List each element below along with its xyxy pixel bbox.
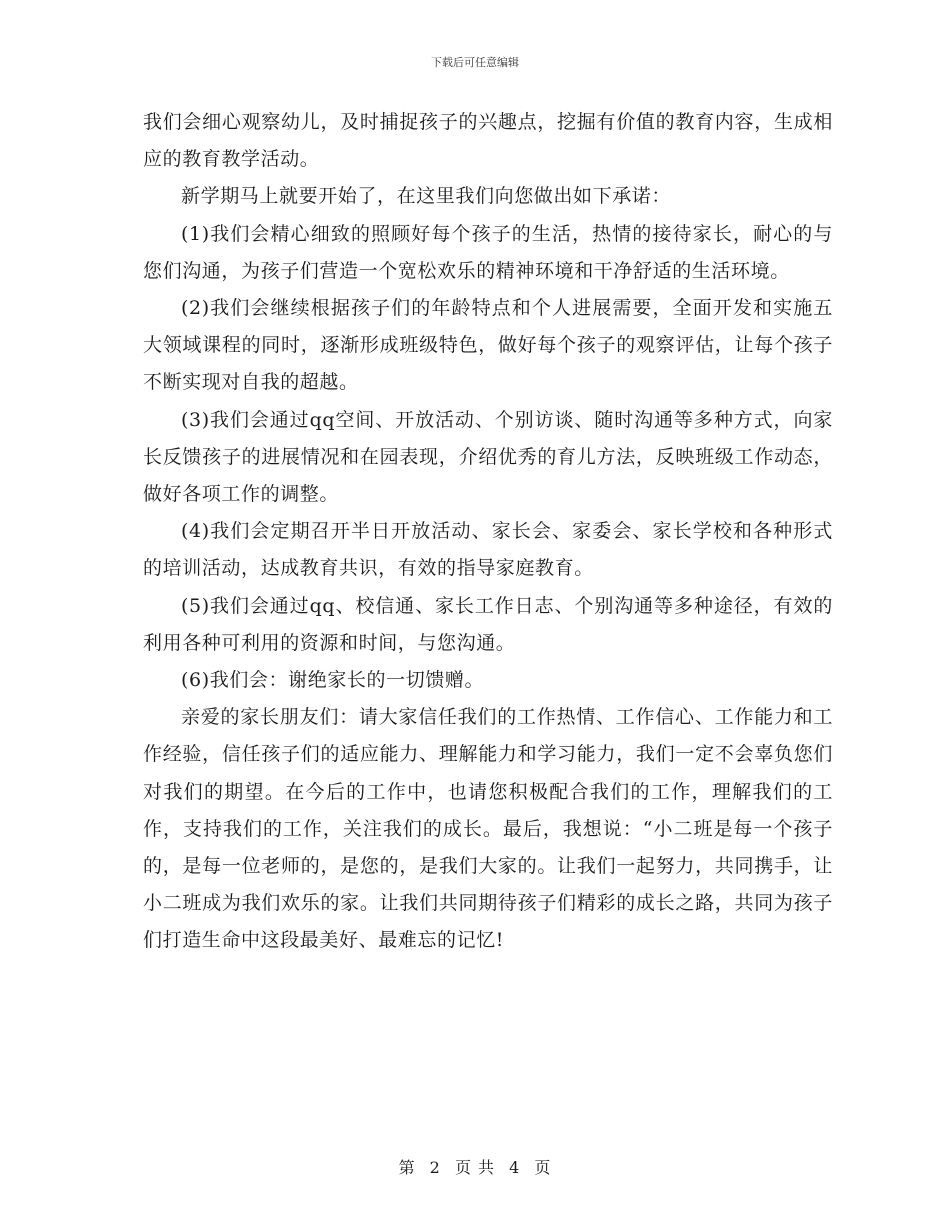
paragraph-7: (5)我们会通过qq、校信通、家长工作日志、个别沟通等多种途径，有效的利用各种可利用的资源和时间，与您沟通。 bbox=[143, 594, 833, 654]
header-text: 下载后可任意编辑 bbox=[431, 56, 519, 69]
footer-suffix: 页 bbox=[534, 1158, 552, 1177]
footer-middle: 页 共 bbox=[454, 1158, 496, 1177]
page-footer bbox=[0, 1155, 950, 1178]
paragraph-9: 亲爱的家长朋友们：请大家信任我们的工作热情、工作信心、工作能力和工作经验，信任孩子们的适应能力、理解能力和学习能力，我们一定不会辜负您们对我们的期望。在今后的工作中，也请您积极配合我们的工作，理解我们的工作，支持我们的工作，关注我们的成长。最后，我想说：“小二班是每一个孩子的，是每一位老师的，是您的，是我们大家的。让我们一起努力，共同携手，让小二班成为我们欢乐的家。让我们共同期待孩子们精彩的成长之路，共同为孩子们打造生命中这段最美好、最难忘的记忆! bbox=[143, 706, 833, 952]
footer-current-page: 2 bbox=[429, 1158, 441, 1177]
footer-prefix: 第 bbox=[398, 1158, 416, 1177]
document-body bbox=[143, 104, 833, 960]
paragraph-8: (6)我们会：谢绝家长的一切馈赠。 bbox=[181, 669, 485, 692]
paragraph-3: (1)我们会精心细致的照顾好每个孩子的生活，热情的接待家长，耐心的与您们沟通，为孩子们营造一个宽松欢乐的精神环境和干净舒适的生活环境。 bbox=[143, 222, 833, 282]
paragraph-2: 新学期马上就要开始了，在这里我们向您做出如下承诺： bbox=[181, 185, 672, 208]
paragraph-5: (3)我们会通过qq空间、开放活动、个别访谈、随时沟通等多种方式，向家长反馈孩子的进展情况和在园表现，介绍优秀的育儿方法，反映班级工作动态，做好各项工作的调整。 bbox=[143, 408, 833, 506]
paragraph-1: 我们会细心观察幼儿，及时捕捉孩子的兴趣点，挖掘有价值的教育内容，生成相应的教育教学活动。 bbox=[143, 111, 833, 171]
paragraph-4: (2)我们会继续根据孩子们的年龄特点和个人进展需要，全面开发和实施五大领域课程的同时，逐渐形成班级特色，做好每个孩子的观察评估，让每个孩子不断实现对自我的超越。 bbox=[143, 297, 833, 394]
footer-total-pages: 4 bbox=[509, 1158, 521, 1177]
paragraph-6: (4)我们会定期召开半日开放活动、家长会、家委会、家长学校和各种形式的培训活动，达成教育共识，有效的指导家庭教育。 bbox=[143, 520, 833, 580]
page-header bbox=[0, 54, 950, 70]
